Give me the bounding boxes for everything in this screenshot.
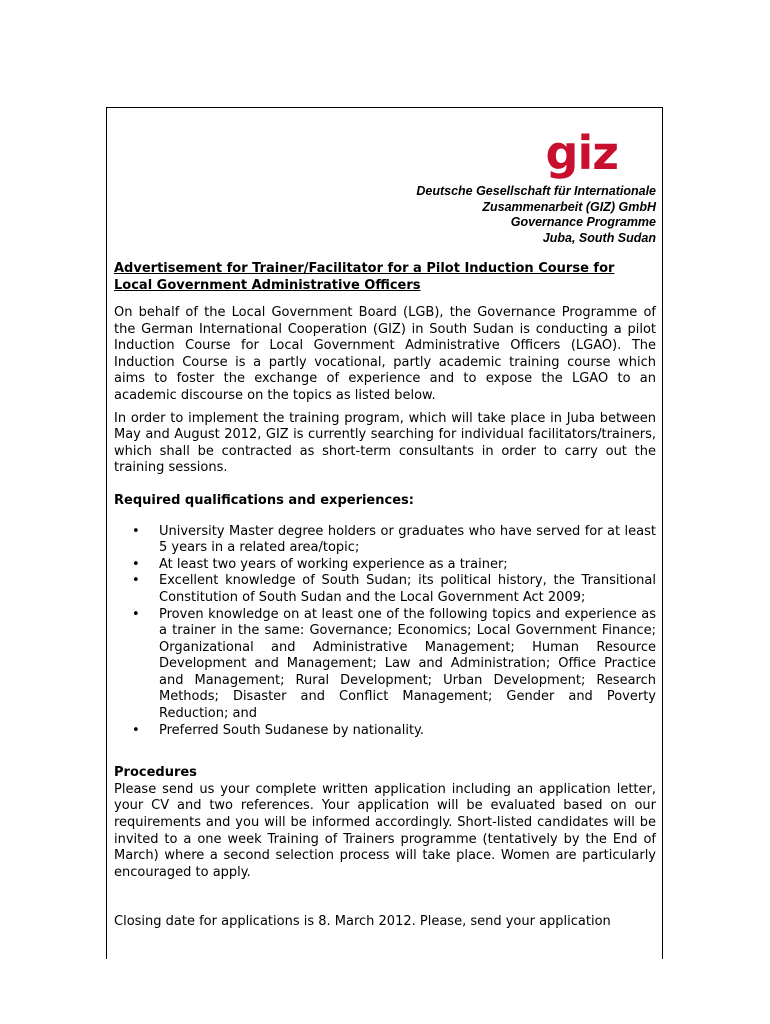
qualifications-list bbox=[114, 524, 656, 740]
org-line: Deutsche Gesellschaft für Internationale bbox=[416, 184, 656, 198]
qualifications-heading: Required qualifications and experiences: bbox=[114, 492, 414, 508]
bullet-icon: • bbox=[132, 523, 140, 539]
org-line: Governance Programme bbox=[510, 215, 656, 229]
advertisement-title: Advertisement for Trainer/Facilitator for a Pilot Induction Course for Local Government Administrative Officers bbox=[114, 261, 615, 293]
list-item: • University Master degree holders or graduates who have served for at least 5 years in a related area/topic; bbox=[132, 523, 656, 556]
organization-address bbox=[416, 184, 656, 246]
procedures-paragraph: Please send us your complete written application including an application letter, your CV and two references. Your application will be evaluated based on our requirements and you will be informed accordingly. Short-listed candidates will be invited to a one week Training of Trainers programme (tentatively by the End of March) where a second selection process will take place. Women are particularly encouraged to apply. bbox=[114, 781, 656, 880]
implementation-paragraph: In order to implement the training program, which will take place in Juba between May and August 2012, GIZ is currently searching for individual facilitators/trainers, which shall be contracted as short-term consultants in order to carry out the training sessions. bbox=[114, 410, 656, 476]
bullet-icon: • bbox=[132, 573, 140, 589]
org-line: Juba, South Sudan bbox=[542, 230, 656, 245]
bullet-icon: • bbox=[132, 556, 140, 572]
list-item: • At least two years of working experience as a trainer; bbox=[132, 556, 508, 572]
closing-paragraph: Closing date for applications is 8. March 2012. Please, send your application bbox=[114, 914, 611, 930]
document-body bbox=[114, 260, 656, 931]
bullet-icon: • bbox=[132, 722, 140, 738]
intro-paragraph: On behalf of the Local Government Board (LGB), the Governance Programme of the German International Cooperation (GIZ) in South Sudan is conducting a pilot Induction Course for Local Government Administrative Officers (LGAO). The Induction Course is a partly vocational, partly academic training course which aims to foster the exchange of experience and to expose the LGAO to an academic discourse on the topics as listed below. bbox=[114, 305, 656, 403]
org-line: Zusammenarbeit (GIZ) GmbH bbox=[482, 199, 656, 214]
document-frame bbox=[106, 107, 663, 959]
bullet-icon: • bbox=[132, 606, 140, 622]
list-item: • Proven knowledge on at least one of the following topics and experience as a trainer in the same: Governance; Economics; Local Government Finance; Organizational and Administrative Management; Human Resource Development and Management; Law and Administration; Office Practice and Management; Rural Development; Urban Development; Research Methods; Disaster and Conflict Management; Gender and Poverty Reduction; and bbox=[132, 606, 656, 722]
procedures-heading: Procedures bbox=[114, 765, 197, 781]
list-item: • Excellent knowledge of South Sudan; its political history, the Transitional Constitution of South Sudan and the Local Government Act 2009; bbox=[132, 573, 656, 605]
list-item: • Preferred South Sudanese by nationality. bbox=[132, 722, 425, 738]
giz-logo: giz bbox=[545, 126, 618, 180]
